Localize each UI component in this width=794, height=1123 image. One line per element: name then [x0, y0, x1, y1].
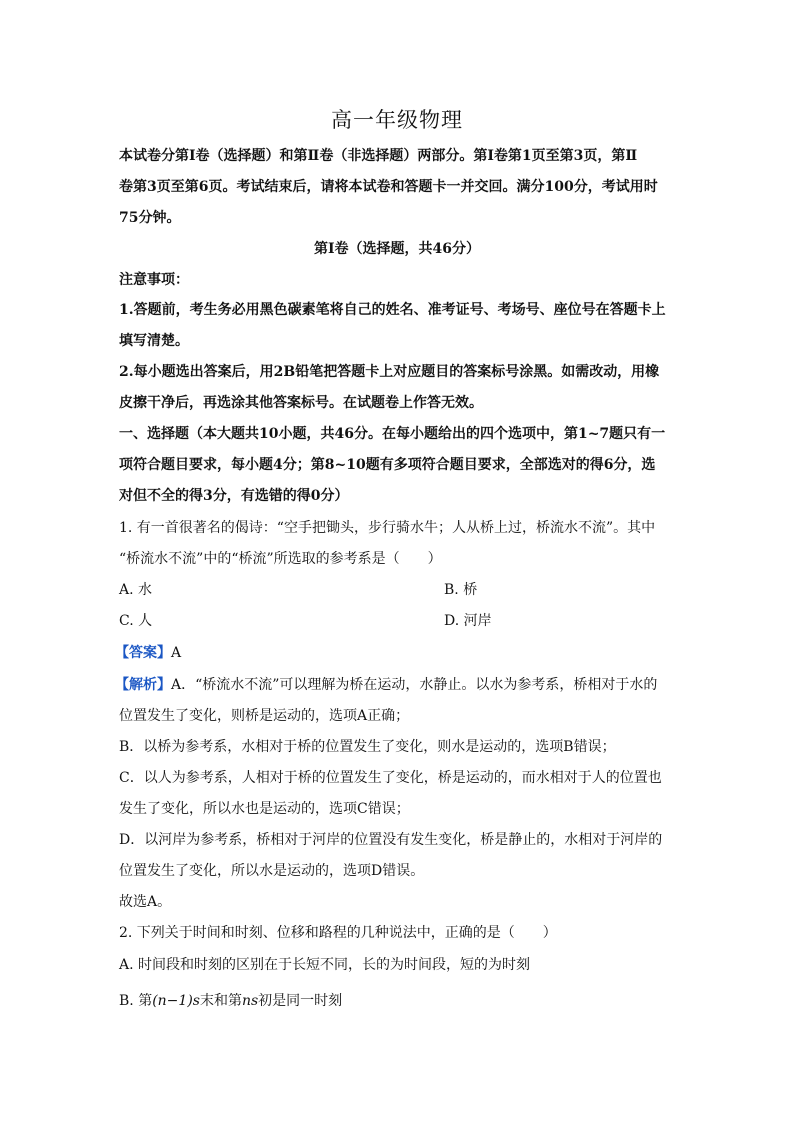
intro-line-3: 75分钟。 [119, 210, 181, 226]
q1-analysis-line-4: C．以人为参考系，人相对于桥的位置发生了变化，桥是运动的，而水相对于人的位置也 [119, 770, 662, 786]
q1-analysis-line-3: B．以桥为参考系，水相对于桥的位置发生了变化，则水是运动的，选项B错误； [119, 739, 616, 755]
q2-option-b-math-1: (n−1)s [152, 993, 200, 1009]
notice-label: 注意事项： [119, 272, 189, 288]
q2-option-b-suffix: 初是同一时刻 [258, 993, 343, 1009]
notice-line-2: 填写清楚。 [119, 333, 189, 349]
part-one-line-1: 一、选择题（本大题共10小题，共46分。在每小题给出的四个选项中，第1~7题只有一 [119, 426, 666, 442]
q1-analysis-line-8: 故选A。 [119, 894, 172, 910]
q1-answer [115, 643, 675, 663]
page-title: 高一年级物理 [331, 108, 463, 132]
q1-analysis-line-2: 位置发生了变化，则桥是运动的，选项A正确； [119, 708, 410, 724]
part-one-line-3: 对但不全的得3分，有选错的得0分） [119, 488, 349, 504]
q1-option-a: A. 水 [119, 582, 153, 598]
q2-option-b-math-2: ns [241, 993, 259, 1009]
q1-option-d: D. 河岸 [444, 613, 492, 629]
q2-stem: 2. 下列关于时间和时刻、位移和路程的几种说法中，正确的是（ ） [119, 925, 557, 941]
q2-option-b-prefix: B. 第 [119, 993, 153, 1009]
answer-value: A [171, 645, 182, 661]
notice-line-3: 2.每小题选出答案后，用2B铅笔把答题卡上对应题目的答案标号涂黑。如需改动，用橡 [119, 364, 660, 380]
q2-option-b [119, 991, 679, 1011]
intro-line-1: 本试卷分第Ⅰ卷（选择题）和第Ⅱ卷（非选择题）两部分。第Ⅰ卷第1页至第3页，第Ⅱ [119, 148, 638, 164]
answer-tag: 【答案】 [115, 645, 171, 661]
q1-analysis-line-6: D．以河岸为参考系，桥相对于河岸的位置没有发生变化，桥是静止的，水相对于河岸的 [119, 832, 663, 848]
q1-stem-line-1: 1. 有一首很著名的偈诗：“空手把锄头，步行骑水牛；人从桥上过，桥流水不流”。其中 [119, 520, 656, 536]
intro-line-2: 卷第3页至第6页。考试结束后，请将本试卷和答题卡一并交回。满分100分，考试用时 [119, 179, 658, 195]
notice-line-4: 皮擦干净后，再选涂其他答案标号。在试题卷上作答无效。 [119, 395, 483, 411]
section-heading: 第Ⅰ卷（选择题，共46分） [313, 241, 481, 257]
q1-stem-line-2: “桥流水不流”中的“桥流”所选取的参考系是（ ） [119, 551, 442, 567]
analysis-text: A．“桥流水不流”可以理解为桥在运动，水静止。以水为参考系，桥相对于水的 [171, 677, 658, 693]
q1-option-b: B. 桥 [444, 582, 478, 598]
q2-option-a: A. 时间段和时刻的区别在于长短不同，长的为时间段，短的为时刻 [119, 957, 531, 973]
notice-line-1: 1.答题前，考生务必用黑色碳素笔将自己的姓名、准考证号、考场号、座位号在答题卡上 [119, 302, 666, 318]
part-one-line-2: 项符合题目要求，每小题4分；第8~10题有多项符合题目要求，全部选对的得6分，选 [119, 457, 656, 473]
q1-option-c: C. 人 [119, 613, 153, 629]
analysis-tag: 【解析】 [115, 677, 171, 693]
q1-analysis-line-5: 发生了变化，所以水也是运动的，选项C错误； [119, 801, 410, 817]
q2-option-b-mid: 末和第 [199, 993, 242, 1009]
q1-analysis-line-7: 位置发生了变化，所以水是运动的，选项D错误。 [119, 863, 425, 879]
q1-analysis-line-1 [115, 675, 675, 695]
